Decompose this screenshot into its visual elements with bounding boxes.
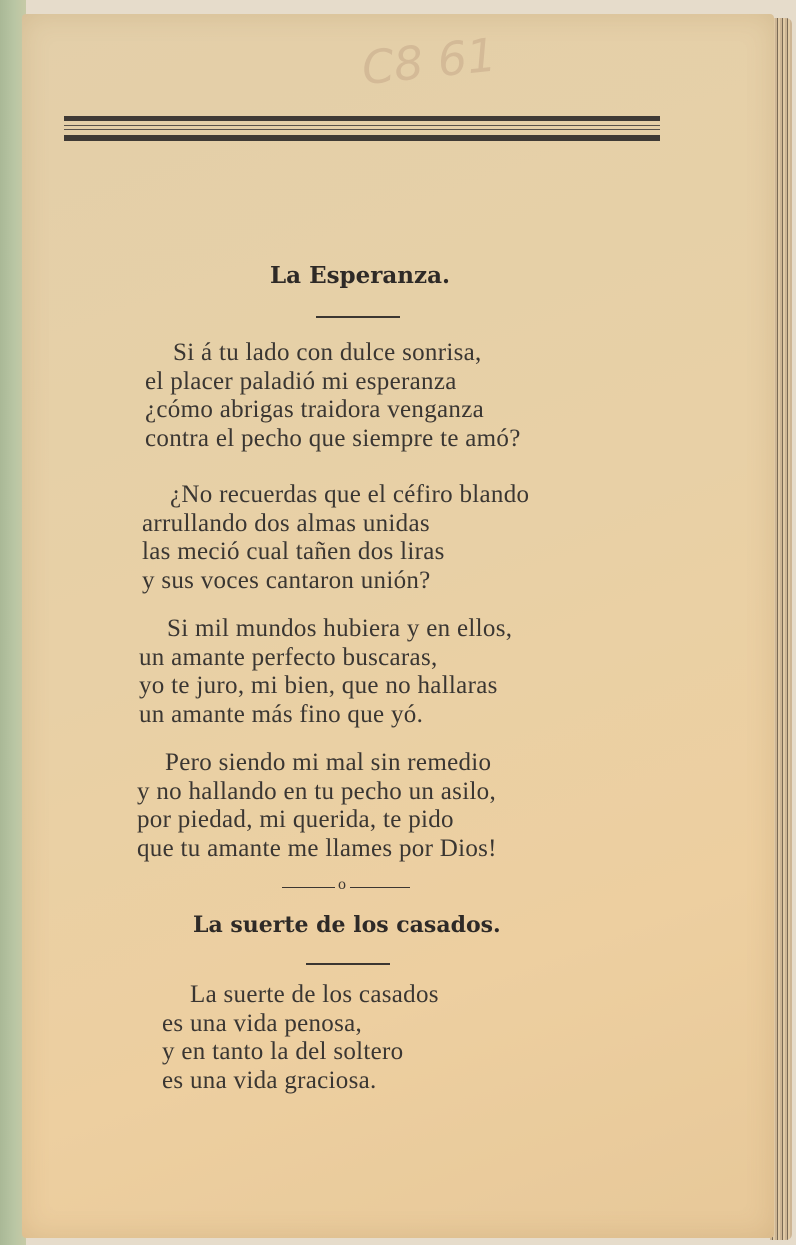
verse-line: y no hallando en tu pecho un asilo, [137, 777, 497, 805]
separator-mark: o [338, 876, 346, 893]
verse-line: La suerte de los casados [190, 981, 439, 1008]
verse-line: es una vida graciosa. [162, 1066, 377, 1094]
header-rule [64, 116, 660, 142]
verse-line: es una vida penosa, [162, 1009, 363, 1037]
stanza [162, 981, 439, 1095]
verse-line: ¿No recuerdas que el céfiro blando [170, 481, 530, 508]
verse-line: Si á tu lado con dulce sonrisa, [173, 339, 482, 366]
verse-line: ¿cómo abrigas traidora venganza [145, 396, 484, 423]
verse-line: un amante más fino que yó. [139, 700, 424, 728]
verse-line: Pero siendo mi mal sin remedio [165, 749, 492, 776]
catalog-mark: C8 61 [359, 27, 499, 96]
verse-line: yo te juro, mi bien, que no hallaras [139, 672, 498, 699]
stanza [137, 749, 497, 863]
stanza [145, 339, 521, 453]
verse-line: contra el pecho que siempre te amó? [145, 424, 521, 452]
section-separator [282, 876, 410, 896]
verse-line: arrullando dos almas unidas [142, 509, 430, 537]
title-underline [316, 316, 400, 318]
stanza [139, 615, 512, 729]
verse-line: el placer paladió mi esperanza [145, 367, 457, 395]
verse-line: y en tanto la del soltero [162, 1038, 404, 1065]
verse-line: que tu amante me llames por Dios! [137, 834, 497, 862]
title-underline [306, 963, 390, 965]
stanza [142, 481, 529, 595]
poem-title: La suerte de los casados. [193, 912, 501, 938]
verse-line: por piedad, mi querida, te pido [137, 806, 454, 833]
verse-line: Si mil mundos hubiera y en ellos, [167, 615, 513, 642]
poem-title: La Esperanza. [270, 262, 450, 289]
verse-line: las meció cual tañen dos liras [142, 538, 445, 565]
verse-line: y sus voces cantaron unión? [142, 566, 431, 594]
verse-line: un amante perfecto buscaras, [139, 643, 438, 671]
